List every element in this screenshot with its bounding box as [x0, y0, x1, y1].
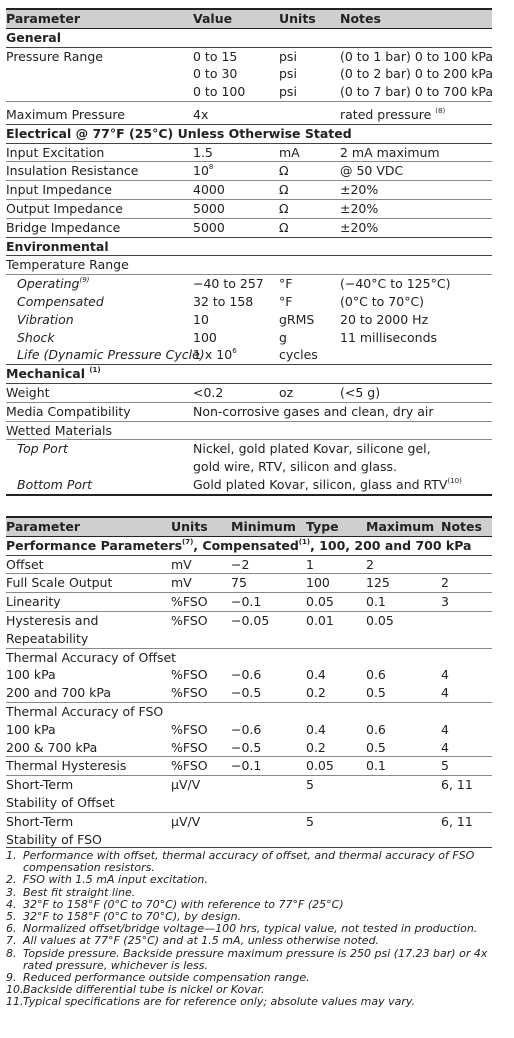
table-row: Bottom Port Gold plated Kovar, silicon, glass and RTV$^{(10)}$: [6, 476, 492, 495]
footnote: 8. Topside pressure. Backside pressure maximum pressure is 250 psi (17.23 bar) or 4x rated pressure, whichever is less.: [6, 946, 488, 972]
table-row: 0 to 30 psi (0 to 2 bar) 0 to 200 kPa: [193, 66, 493, 82]
table-row: Life (Dynamic Pressure Cycle) 1 x $10^6$ cycles: [17, 347, 318, 363]
table-row: Stability of FSO: [6, 831, 102, 847]
table-row: 0 to 100 psi (0 to 7 bar) 0 to 700 kPa: [6, 83, 492, 101]
table-row: Short-Term µV/V 5 6, 11: [6, 813, 473, 829]
table-row: Media Compatibility Non-corrosive gases and clean, dry air: [6, 402, 492, 421]
table-row: Full Scale Output mV 75 100 125 2: [6, 574, 492, 593]
table-row: Wetted Materials: [6, 421, 492, 440]
performance-table: [6, 516, 492, 848]
table-header: Parameter Units Minimum Type Maximum Notes: [6, 517, 492, 536]
table-row: Shock 100 g 11 milliseconds: [17, 329, 438, 345]
specs-table: [6, 8, 492, 496]
table-row: Linearity %FSO −0.1 0.05 0.1 3: [6, 593, 492, 612]
col-parameter: Parameter: [6, 9, 193, 28]
table-row: Short-Term µV/V 5 6, 11: [6, 777, 473, 793]
footnote: 1. Performance with offset, thermal accuracy of offset, and thermal accuracy of FSO compensation resistors.: [6, 849, 475, 875]
table-row: Hysteresis and %FSO −0.05 0.01 0.05: [6, 612, 394, 628]
footnotes: [6, 847, 492, 1009]
table-row: Output Impedance 5000 Ω ±20%: [6, 199, 492, 218]
footnote: 2. FSO with 1.5 mA input excitation.: [6, 873, 208, 887]
table-row: Input Excitation 1.5 mA 2 mA maximum: [6, 143, 492, 162]
table-row: Compensated 32 to 158 °F (0°C to 70°C): [17, 293, 425, 309]
table-row: Bridge Impedance 5000 Ω ±20%: [6, 219, 379, 235]
col-notes: Notes: [340, 9, 492, 28]
table-row: 200 & 700 kPa %FSO −0.5 0.2 0.5 4: [6, 739, 492, 757]
table-row: Stability of Offset: [6, 794, 492, 812]
table-row: Thermal Hysteresis %FSO −0.1 0.05 0.1 5: [6, 757, 492, 776]
section-environmental: Environmental: [6, 237, 492, 256]
table-row: Vibration 10 gRMS 20 to 2000 Hz: [17, 311, 429, 327]
table-row: Repeatability: [6, 630, 492, 648]
table-row: Thermal Accuracy of Offset: [6, 649, 177, 665]
table-row: 100 kPa %FSO −0.6 0.4 0.6 4: [6, 721, 449, 737]
footnote: 10. Backside differential tube is nickel or Kovar.: [6, 983, 265, 997]
table-row: gold wire, RTV, silicon and glass.: [193, 459, 397, 475]
table-row: Insulation Resistance $10^8$ Ω @ 50 VDC: [6, 162, 492, 181]
table-row: Weight <0.2 oz (<5 g): [6, 383, 492, 402]
footnote: 3. Best fit straight line.: [6, 885, 136, 899]
table-row: Temperature Range: [6, 256, 492, 275]
section-mechanical: Mechanical $^{(1)}$: [6, 365, 492, 384]
footnote: 4. 32°F to 158°F (0°C to 70°C) with reference to 77°F (25°C): [6, 897, 344, 911]
footnote: 11. Typical specifications are for reference only; absolute values may vary.: [6, 995, 416, 1009]
table-row: 100 kPa %FSO −0.6 0.4 0.6 4: [6, 667, 449, 683]
footnote: 6. Normalized offset/bridge voltage—100 hrs, typical value, not tested in production.: [6, 922, 478, 936]
section-performance: Performance Parameters$^{(7)}$, Compensated$^{(1)}$, 100, 200 and 700 kPa: [6, 536, 492, 555]
section-electrical: Electrical @ 77°F (25°C) Unless Otherwise Stated: [6, 124, 492, 143]
section-general: General: [6, 28, 492, 47]
table-row: Input Impedance 4000 Ω ±20%: [6, 181, 492, 200]
footnote: 9. Reduced performance outside compensation range.: [6, 971, 310, 985]
table-row: Maximum Pressure 4x rated pressure $^{(8)}$: [6, 106, 446, 122]
table-row: Operating$^{(9)}$ −40 to 257 °F (−40°C to 125°C): [17, 276, 451, 292]
col-value: Value: [193, 9, 279, 28]
table-row: Top Port Nickel, gold plated Kovar, silicone gel,: [17, 441, 431, 457]
footnote: 5. 32°F to 158°F (0°C to 70°C), by design.: [6, 910, 242, 924]
col-units: Units: [279, 9, 340, 28]
table-header: [6, 9, 492, 28]
table-row: Pressure Range 0 to 15 psi (0 to 1 bar) 0 to 100 kPa: [6, 48, 493, 64]
table-row: Thermal Accuracy of FSO: [6, 703, 164, 719]
footnote: 7. All values at 77°F (25°C) and at 1.5 mA, unless otherwise noted.: [6, 934, 380, 948]
table-row: 200 and 700 kPa %FSO −0.5 0.2 0.5 4: [6, 684, 492, 702]
table-row: Offset mV −2 1 2: [6, 555, 492, 574]
